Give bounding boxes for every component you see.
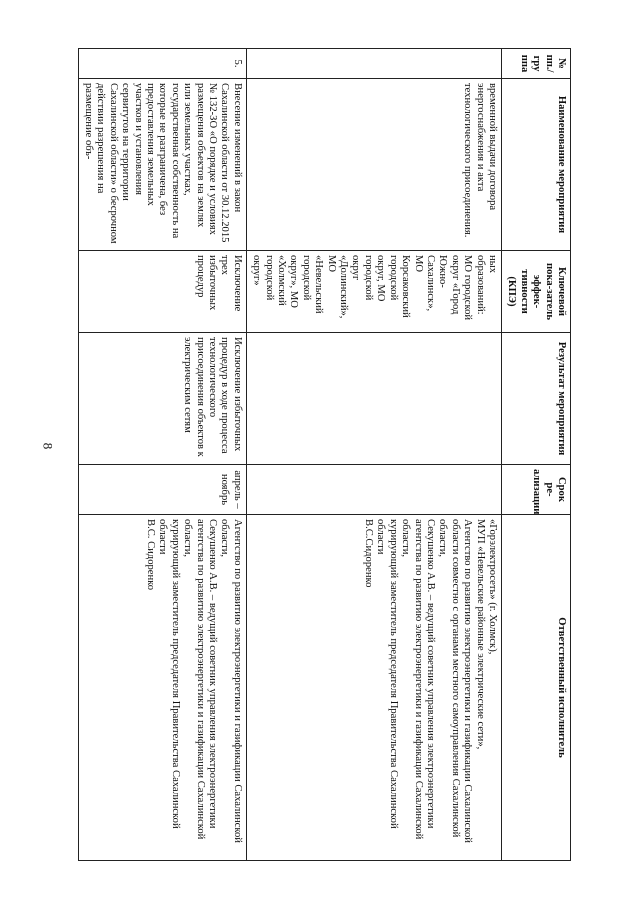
header-executor: Ответственный исполнитель [501,515,570,861]
executor-line: МУП «Невельские районные электрические сети», [474,519,486,750]
executor-line: курирующий заместитель председателя Правительства Сахалинской области [157,519,181,829]
table-row [246,49,501,861]
executor-line: Агентство по развитию электроэнергетики и газификации Сахалинской области совместно с органами местного самоуправления Сахалинской области, [437,519,474,843]
row-kpi: Исключение трех избыточных процедур [78,251,246,333]
row-name: Внесение изменений в закон Сахалинской области от 30.12.2015 № 132-ЗО «О порядке и условиях размещения объектов на землях или земельных участках, государственная собственность на которые не разграничена, без предоставления земельных участков и установления сервитутов на территории Сахалинской области» о бесрочном действии разрешения на размещение объ- [78,79,246,251]
row-kpi: ных образований: МО городской округ «Город Южно-Сахалинск», МО Корсаковский городской округ, МО городской округ «Долинский», МО «Невельский городской округ», МО «Холмский городской округ» [246,251,501,333]
row-executor [78,515,246,861]
header-num: № пп./ гру ппа [501,49,570,79]
rotated-table-wrapper [82,48,571,860]
executor-line: Секушенко А.В. – ведущий советник управления электроэнергетики агентства по развитию электроэнергетики и газификации Сахалинской области, [400,519,436,840]
page-number: 8 [40,442,56,450]
executor-line: Секушенко А.В. – ведущий советник управления электроэнергетики агентства по развитию электроэнергетики и газификации Сахалинской области, [182,519,219,840]
executor-line: В.С.Сидоренко [362,519,374,588]
executor-line: курирующий заместитель председателя Правительства Сахалинской области [375,519,399,829]
row-num [246,49,501,79]
table-header-row [501,49,570,861]
table-row [78,49,246,861]
row-num: 5. [78,49,246,79]
executor-line: В.С. Сидоренко [145,519,156,591]
row-result: Исключение избыточных процедур в ходе процесса технологического присоединения объектов к электрическим сетям [78,333,246,465]
executor-line: «Горэлектросеть» (г. Холмск), [486,519,498,655]
header-term: Срок ре-ализации [501,465,570,515]
row-executor [246,515,501,861]
row-term: апрель – ноябрь [78,465,246,515]
row-name: временной выдачи договора энергоснабжения и акта технологического присоединения. [246,79,501,251]
executor-line: Агентство по развитию электроэнергетики и газификации Сахалинской области, [219,519,243,843]
row-result [246,333,501,465]
header-result: Результат мероприятия [501,333,570,465]
header-kpi: Ключевой пока-затель эффек-тивности (КПЭ) [501,251,570,333]
measures-table [78,48,571,861]
header-name: Наименование мероприятия [501,79,570,251]
row-term [246,465,501,515]
